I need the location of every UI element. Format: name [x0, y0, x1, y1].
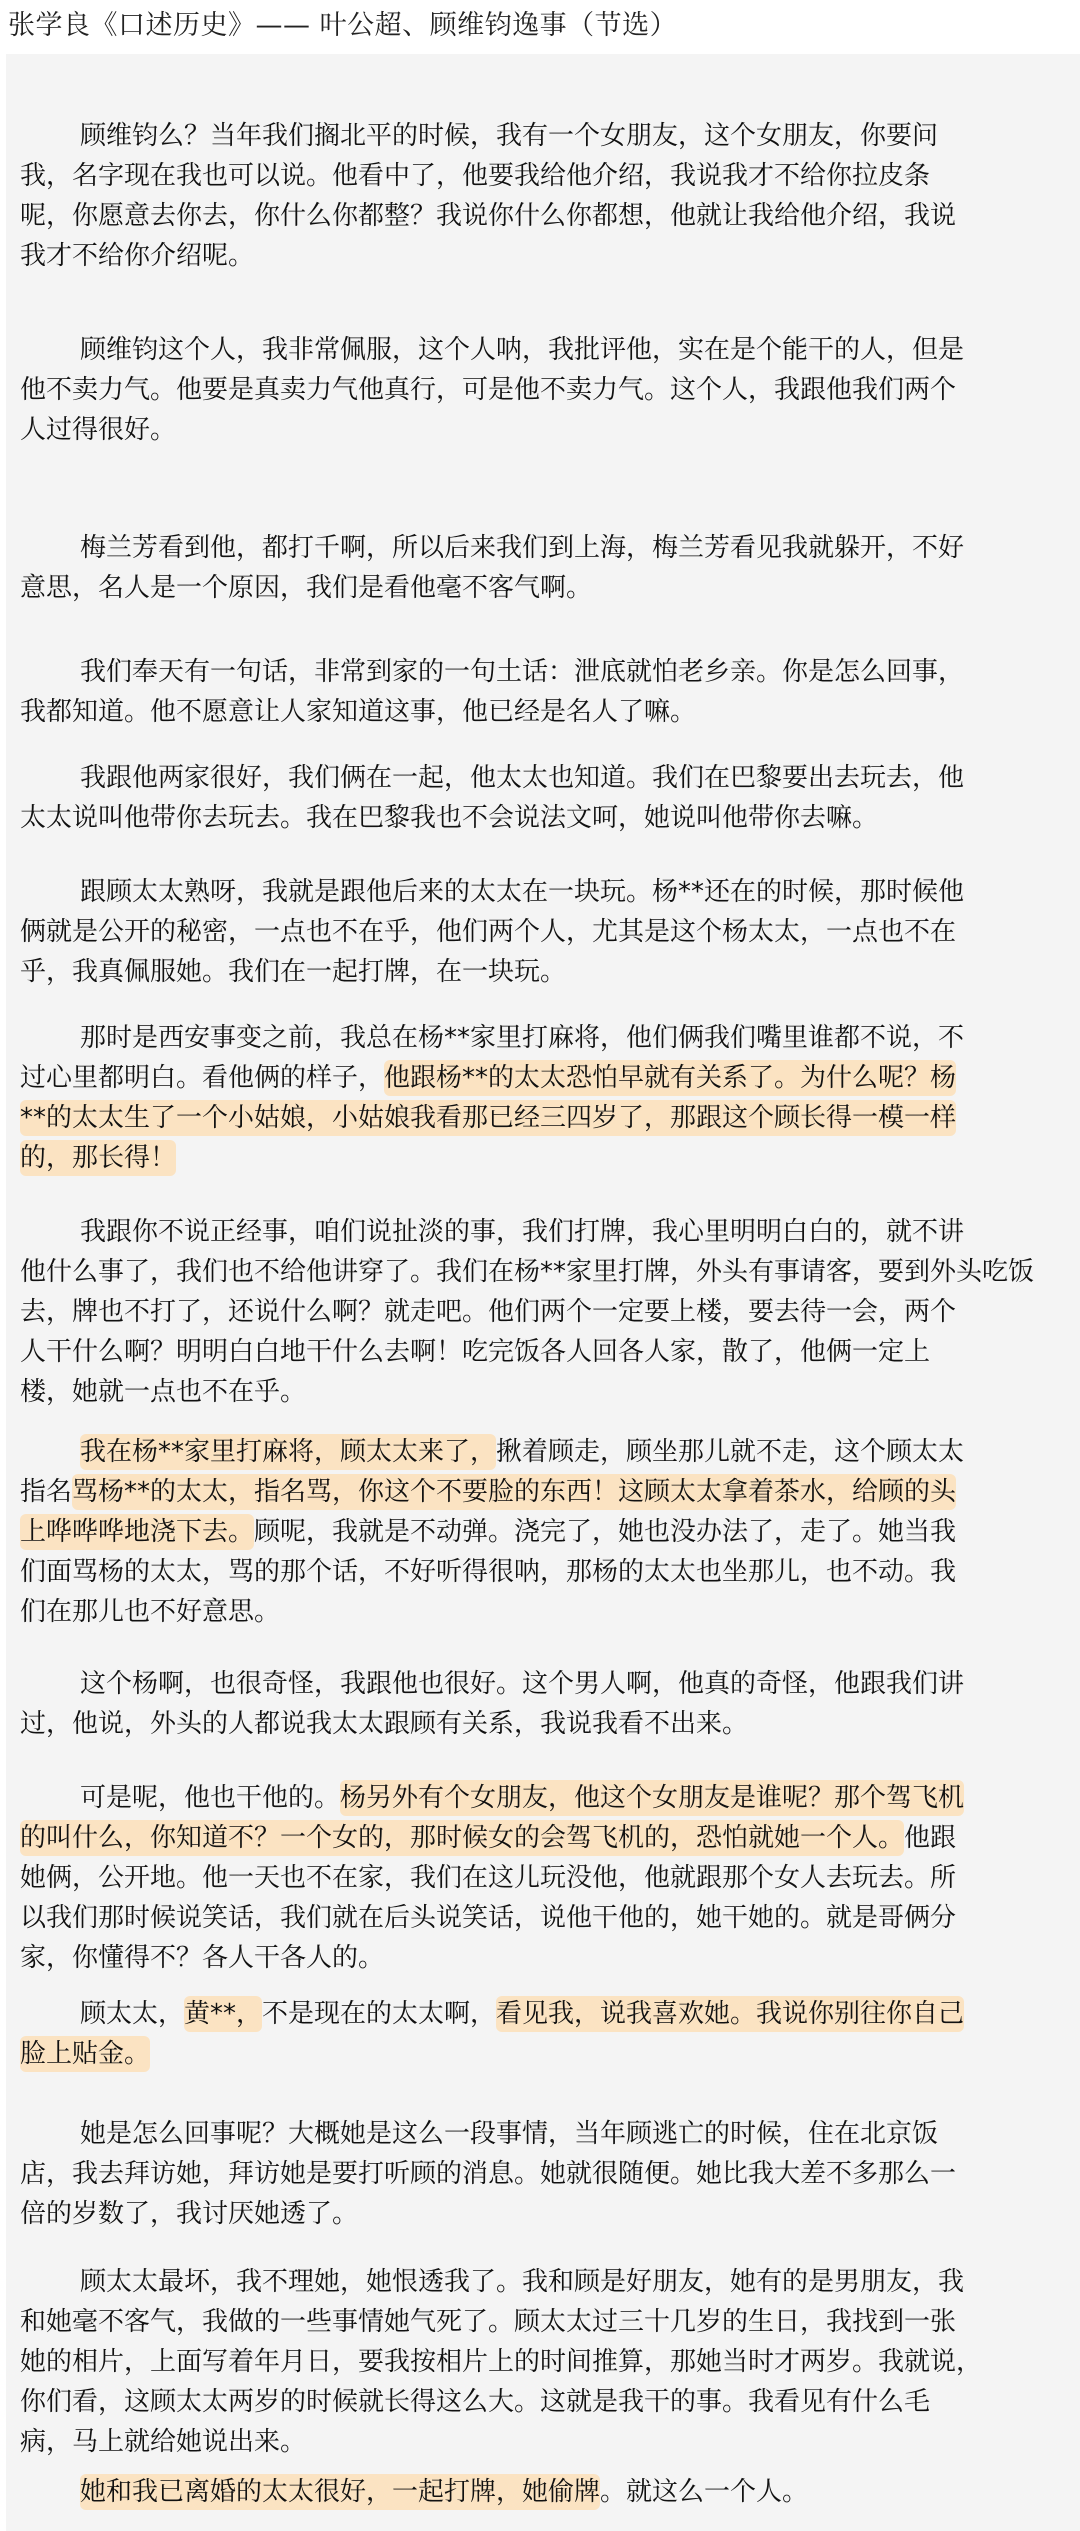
paragraph-15	[20, 2472, 1056, 2512]
paragraph-8	[20, 1212, 1056, 1412]
text-segment: 他跟 她俩，公开地。他一天也不在家，我们在这儿玩没他，他就跟那个女人去玩去。所 以我们那时候说笑话，我们就在后头说笑话，说他干他的，她干她的。就是哥俩分 家，你懂得不？各人干各人的。	[20, 1823, 957, 1973]
paragraph-3	[20, 528, 1056, 608]
text-segment: 我们奉天有一句话，非常到家的一句土话：泄底就怕老乡亲。你是怎么回事， 我都知道。他不愿意让人家知道这事，他已经是名人了嘛。	[20, 657, 965, 727]
highlighted-text: 杨另外有个女朋友，他这个女朋友是谁呢？那个驾飞机 的叫什么，你知道不？一个女的，那时候女的会驾飞机的，恐怕就她一个人。	[20, 1780, 964, 1856]
text-segment: 我跟你不说正经事，咱们说扯淡的事，我们打牌，我心里明明白白的，就不讲 他什么事了，我们也不给他讲穿了。我们在杨**家里打牌，外头有事请客，要到外头吃饭 去，牌也不打了，还说什么啊？就走吧。他们两个一定要上楼，要去待一会，两个 人干什么啊？明明白白地干什么去啊！吃完饭各人回各人家，散了，他俩一定上 楼，她就一点也不在乎。	[20, 1217, 1035, 1407]
text-segment: 梅兰芳看到他，都打千啊，所以后来我们到上海，梅兰芳看见我就躲开，不好 意思，名人是一个原因，我们是看他毫不客气啊。	[20, 533, 965, 603]
document-body[interactable]	[6, 54, 1080, 2531]
paragraph-6	[20, 872, 1056, 992]
paragraph-2	[20, 330, 1056, 450]
text-segment: 顾维钧这个人，我非常佩服，这个人呐，我批评他，实在是个能干的人，但是 他不卖力气。他要是真卖力气他真行，可是他不卖力气。这个人，我跟他我们两个 人过得很好。	[20, 335, 965, 445]
paragraph-13	[20, 2114, 1056, 2234]
highlighted-text: 骂杨**的太太，指名骂，你这个不要脸的东西！这顾太太拿着茶水，给顾的头 上哗哗哗地浇下去。	[20, 1474, 956, 1550]
paragraph-10	[20, 1664, 1056, 1744]
highlighted-text: 他跟杨**的太太恐怕早就有关系了。为什么呢？杨 **的太太生了一个小姑娘，小姑娘我看那已经三四岁了，那跟这个顾长得一模一样 的，那长得！	[20, 1060, 956, 1176]
paragraph-11	[20, 1778, 1056, 1978]
text-segment: 可是呢，他也干他的。	[80, 1783, 341, 1813]
highlighted-text: 黄**，	[184, 1996, 262, 2032]
text-segment: 我跟他两家很好，我们俩在一起，他太太也知道。我们在巴黎要出去玩去，他 太太说叫他带你去玩去。我在巴黎我也不会说法文呵，她说叫他带你去嘛。	[20, 763, 965, 833]
highlighted-text: 看见我，说我喜欢她。我说你别往你自己 脸上贴金。	[20, 1996, 964, 2072]
paragraph-7	[20, 1018, 1056, 1178]
paragraph-5	[20, 758, 1056, 838]
text-segment: 那时是西安事变之前，我总在杨**家里打麻将，他们俩我们嘴里谁都不说，不 过心里都明白。看他俩的样子，	[20, 1023, 965, 1093]
text-segment: 顾太太，	[80, 1999, 185, 2029]
text-segment: 顾太太最坏，我不理她，她恨透我了。我和顾是好朋友，她有的是男朋友，我 和她毫不客气，我做的一些事情她气死了。顾太太过三十几岁的生日，我找到一张 她的相片，上面写着年月日，要我按相片上的时间推算，那她当时才两岁。我就说， 你们看，这顾太太两岁的时候就长得这么大。这就是我干的事。我看见有什么毛 病，马上就给她说出来。	[20, 2267, 983, 2457]
text-segment: 顾呢，我就是不动弹。浇完了，她也没办法了，走了。她当我 们面骂杨的太太，骂的那个话，不好听得很呐，那杨的太太也坐那儿，也不动。我 们在那儿也不好意思。	[20, 1517, 957, 1627]
header-bar	[0, 0, 1080, 54]
paragraph-9	[20, 1432, 1056, 1632]
text-segment: 揪着顾走，顾坐那儿就不走，这个顾太太 指名	[20, 1437, 965, 1507]
text-segment: 她是怎么回事呢？大概她是这么一段事情，当年顾逃亡的时候，住在北京饭 店，我去拜访她，拜访她是要打听顾的消息。她就很随便。她比我大差不多那么一 倍的岁数了，我讨厌她透了。	[20, 2119, 957, 2229]
document-title: 张学良《口述历史》—— 叶公超、顾维钧逸事（节选）	[8, 10, 678, 41]
paragraph-12	[20, 1994, 1056, 2074]
text-segment: 。就这么一个人。	[600, 2477, 809, 2507]
text-segment: 这个杨啊，也很奇怪，我跟他也很好。这个男人啊，他真的奇怪，他跟我们讲 过，他说，外头的人都说我太太跟顾有关系，我说我看不出来。	[20, 1669, 965, 1739]
text-segment: 跟顾太太熟呀，我就是跟他后来的太太在一块玩。杨**还在的时候，那时候他 俩就是公开的秘密，一点也不在乎，他们两个人，尤其是这个杨太太，一点也不在 乎，我真佩服她。我们在一起打牌，在一块玩。	[20, 877, 965, 987]
highlighted-text: 我在杨**家里打麻将，顾太太来了，	[80, 1434, 496, 1470]
paragraph-14	[20, 2262, 1056, 2462]
text-segment: 不是现在的太太啊，	[262, 1999, 497, 2029]
paragraph-4	[20, 652, 1056, 732]
paragraph-1	[20, 116, 1056, 276]
text-segment: 顾维钧么？当年我们搁北平的时候，我有一个女朋友，这个女朋友，你要问 我，名字现在我也可以说。他看中了，他要我给他介绍，我说我才不给你拉皮条 呢，你愿意去你去，你什么你都整？我说你什么你都想，他就让我给他介绍，我说 我才不给你介绍呢。	[20, 121, 957, 271]
highlighted-text: 她和我已离婚的太太很好，一起打牌，她偷牌	[80, 2474, 600, 2510]
